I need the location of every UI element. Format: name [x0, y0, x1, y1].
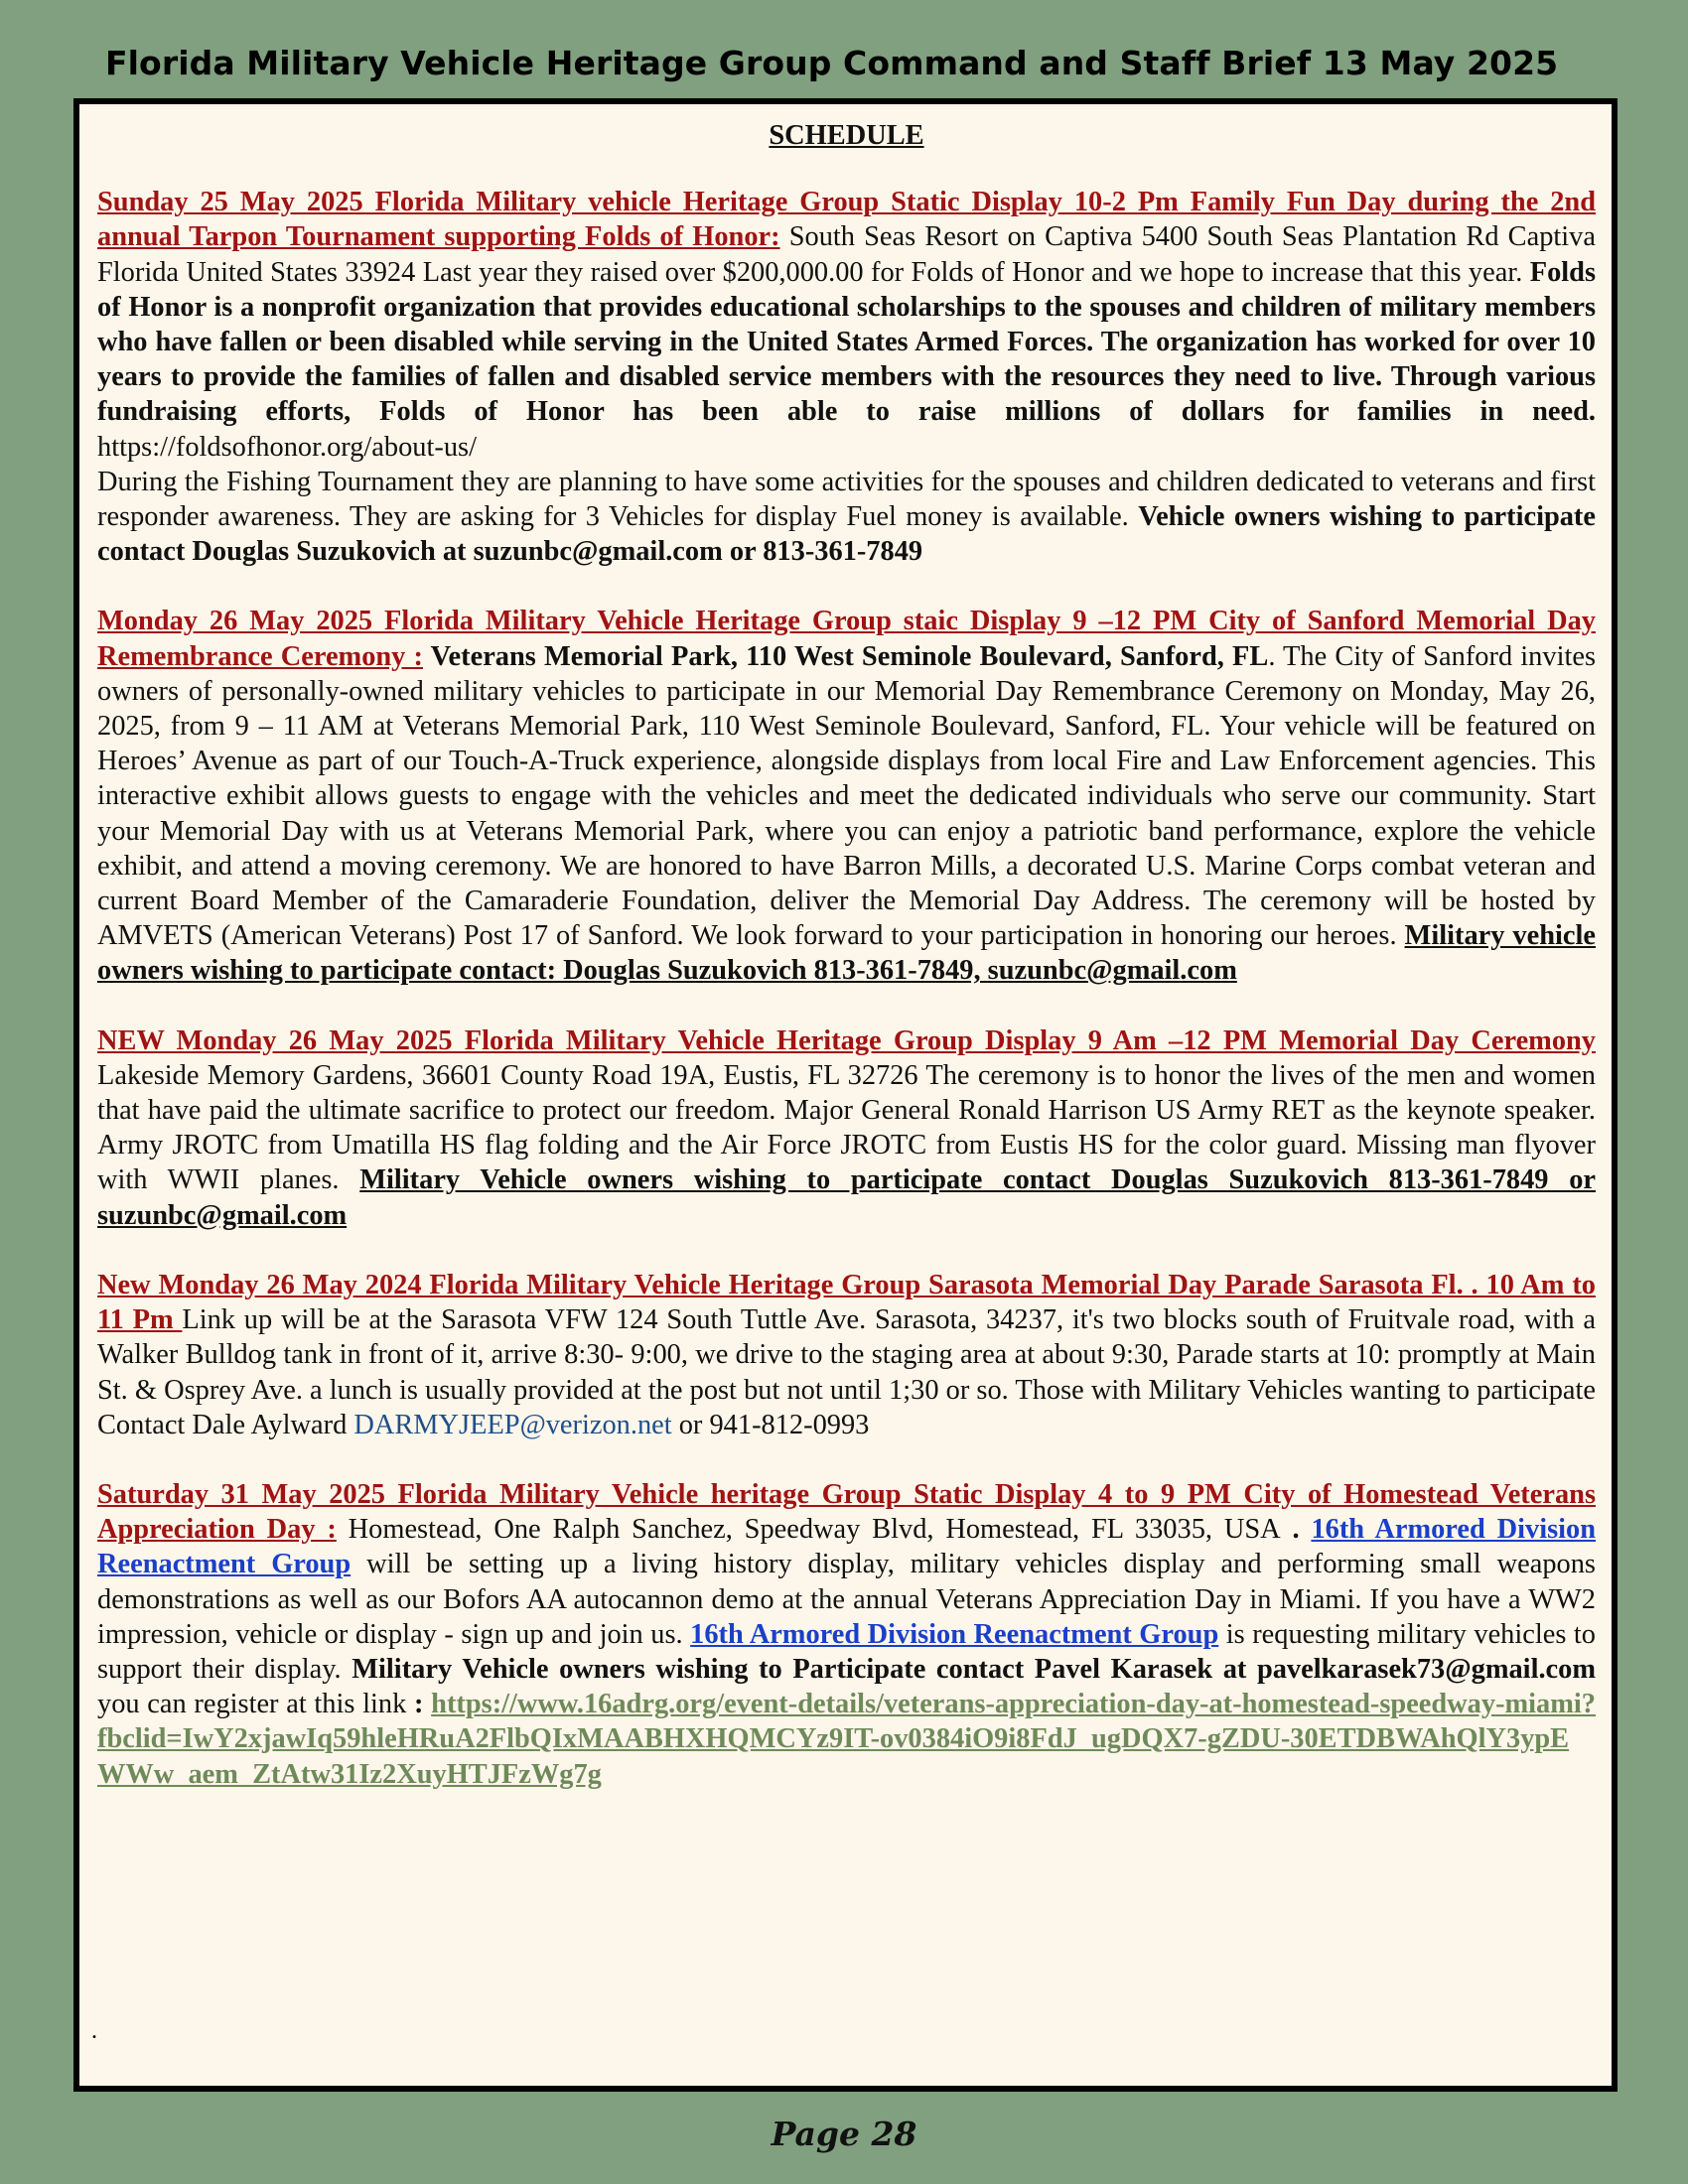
- reenactment-group-link[interactable]: 16th Armored Division Reenactment Group: [690, 1618, 1219, 1650]
- event-body: Lakeside Memory Gardens, 36601 County Road 19A, Eustis, FL 32726 The ceremony is to honor the lives of the men and women that have paid the ultimate sacrifice to protect our freedom. Major General Ronald Harrison US Army RET as the keynote speaker. Army JROTC from Umatilla HS flag folding and the Air Force JROTC from Eustis HS for the color guard. Missing man flyover with WWII planes.: [97, 1059, 1596, 1196]
- event-heading: Sunday 25 May 2025 Florida Military vehicle Heritage Group Static Display 10-2 Pm Family Fun Day during the 2nd annual Tarpon Tournament supporting Folds of Honor:: [97, 187, 1596, 253]
- schedule-content: [97, 118, 1596, 1827]
- colon: :: [414, 1689, 432, 1720]
- event-tarpon-tournament: [97, 185, 1596, 569]
- event-phone: or 941-812-0993: [671, 1409, 870, 1440]
- trailing-mark: .: [91, 2018, 97, 2044]
- event-sanford-memorial: [97, 604, 1596, 988]
- reenactment-group-link[interactable]: 16th Armored Division Reenactment Group: [97, 1514, 1597, 1580]
- event-contact: Military Vehicle owners wishing to participate contact Douglas Suzukovich 813-361-7849 or suzunbc@gmail.com: [97, 1164, 1596, 1231]
- event-heading: Monday 26 May 2025 Florida Military Vehicle Heritage Group staic Display 9 –12 PM City of Sanford Memorial Day Remembrance Ceremony :: [97, 606, 1596, 672]
- page-number: Page 28: [771, 2115, 917, 2153]
- event-contact: Military Vehicle owners wishing to Participate contact Pavel Karasek at pavelkarasek73@gmail.com: [352, 1653, 1596, 1685]
- event-description: Folds of Honor is a nonprofit organization that provides educational scholarships to the spouses and children of military members who have fallen or been disabled while serving in the United States Armed Forces. The organization has worked for over 10 years to provide the families of fallen and disabled service members with the resources they need to live. Through various fundraising efforts, Folds of Honor has been able to raise millions of dollars for families in need.: [97, 256, 1596, 428]
- page-header: Florida Military Vehicle Heritage Group Command and Staff Brief 13 May 2025: [105, 44, 1559, 82]
- event-body: will be setting up a living history display, military vehicles display and performing small weapons demonstrations as well as our Bofors AA autocannon demo at the annual Veterans Appreciation Day in Miami. If you have a WW2 impression, vehicle or display - sign up and join us.: [97, 1549, 1596, 1650]
- event-heading: NEW Monday 26 May 2025 Florida Military Vehicle Heritage Group Display 9 Am –12 PM Memorial Day Ceremony: [97, 1024, 1596, 1056]
- event-body: is requesting military vehicles to support their display.: [97, 1618, 1596, 1685]
- event-url[interactable]: https://foldsofhonor.org/about-us/: [97, 431, 477, 463]
- event-heading: Saturday 31 May 2025 Florida Military Vehicle heritage Group Static Display 4 to 9 PM City of Homestead Veterans Appreciation Day :: [97, 1478, 1596, 1546]
- schedule-frame: [73, 98, 1618, 2092]
- registration-link[interactable]: https://www.16adrg.org/event-details/veterans-appreciation-day-at-homestead-speedway-miami?fbclid=IwY2xjawIq59hleHRuA2FlbQIxMAABHXHQMCYz9IT-ov0384iO9i8FdJ_ugDQX7-gZDU-30ETDBWAhQlY3ypEWWw_aem_ZtAtw31Iz2XuyHTJFzWg7g: [97, 1689, 1596, 1790]
- event-eustis-memorial: [97, 1024, 1596, 1233]
- event-homestead-appreciation: [97, 1477, 1596, 1792]
- separator: .: [1280, 1514, 1312, 1546]
- event-body: Link up will be at the Sarasota VFW 124 South Tuttle Ave. Sarasota, 34237, it's two blocks south of Fruitvale road, with a Walker Bulldog tank in front of it, arrive 8:30- 9:00, we drive to the staging area at about 9:30, Parade starts at 10: promptly at Main St. & Osprey Ave. a lunch is usually provided at the post but not until 1;30 or so. Those with Military Vehicles wanting to participate Contact Dale Aylward: [97, 1304, 1596, 1440]
- event-location: Veterans Memorial Park, 110 West Seminole Boulevard, Sanford, FL: [423, 640, 1269, 672]
- event-location: Homestead, One Ralph Sanchez, Speedway Blvd, Homestead, FL 33035, USA: [336, 1514, 1281, 1546]
- event-location: South Seas Resort on Captiva 5400 South Seas Plantation Rd Captiva Florida United States 33924 Last year they raised over $200,000.00 for Folds of Honor and we hope to increase that this year.: [97, 221, 1596, 288]
- event-contact: Vehicle owners wishing to participate contact Douglas Suzukovich at suzunbc@gmail.com or 813-361-7849: [97, 501, 1596, 568]
- event-sarasota-parade: [97, 1268, 1596, 1442]
- event-contact: Military vehicle owners wishing to participate contact: Douglas Suzukovich 813-361-7849, suzunbc@gmail.com: [97, 920, 1596, 987]
- event-body: During the Fishing Tournament they are planning to have some activities for the spouses and children dedicated to veterans and first responder awareness. They are asking for 3 Vehicles for display Fuel money is available.: [97, 466, 1596, 533]
- event-body: . The City of Sanford invites owners of personally-owned military vehicles to participate in our Memorial Day Remembrance Ceremony on Monday, May 26, 2025, from 9 – 11 AM at Veterans Memorial Park, 110 West Seminole Boulevard, Sanford, FL. Your vehicle will be featured on Heroes’ Avenue as part of our Touch-A-Truck experience, alongside displays from local Fire and Law Enforcement agencies. This interactive exhibit allows guests to engage with the vehicles and meet the dedicated individuals who serve our community. Start your Memorial Day with us at Veterans Memorial Park, where you can enjoy a patriotic band performance, explore the vehicle exhibit, and attend a moving ceremony. We are honored to have Barron Mills, a decorated U.S. Marine Corps combat veteran and current Board Member of the Camaraderie Foundation, deliver the Memorial Day Address. The ceremony will be hosted by AMVETS (American Veterans) Post 17 of Sanford. We look forward to your participation in honoring our heroes.: [97, 640, 1597, 952]
- event-heading: New Monday 26 May 2024 Florida Military Vehicle Heritage Group Sarasota Memorial Day Parade Sarasota Fl. . 10 Am to 11 Pm: [97, 1269, 1596, 1336]
- schedule-title: SCHEDULE: [769, 120, 924, 151]
- register-text: you can register at this link: [97, 1689, 414, 1720]
- email-link[interactable]: DARMYJEEP@verizon.net: [353, 1409, 672, 1440]
